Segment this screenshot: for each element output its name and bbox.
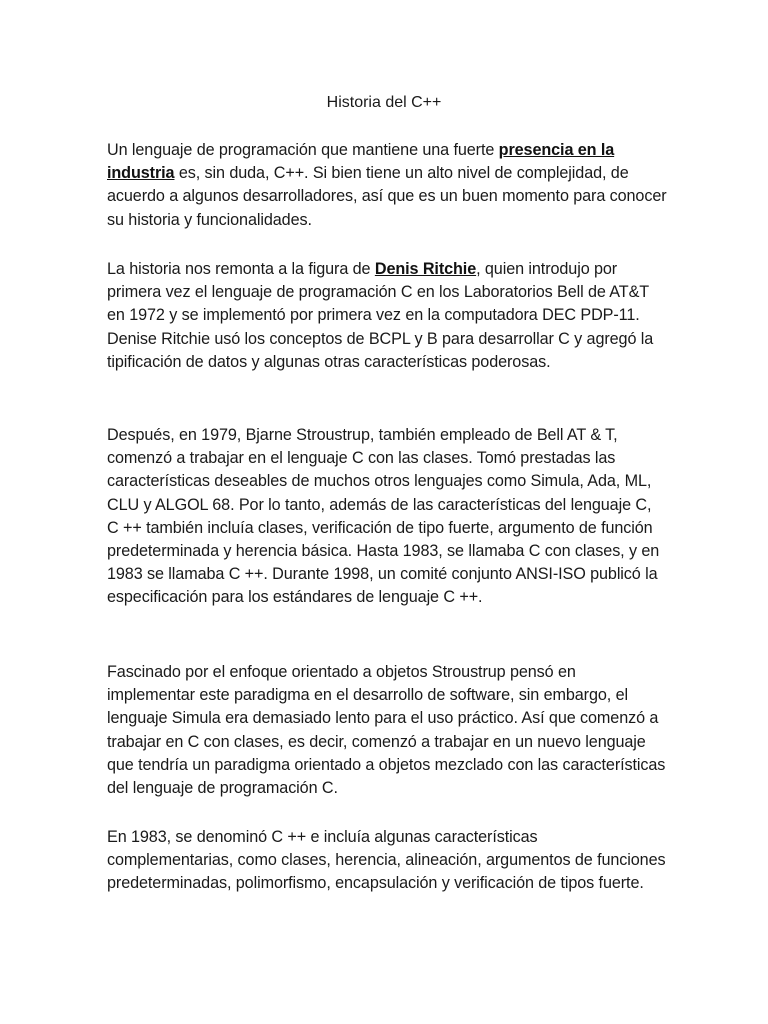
paragraph-ritchie-text-after: , quien introdujo por primera vez el lenguaje de programación C en los Laboratorios Bell de AT&T en 1972 y se implementó por primera vez en la computadora DEC PDP-11. Denise Ritchie usó los conceptos de BCPL y B para desarrollar C y agregó la tipificación de datos y algunas otras características poderosas. [107,260,654,371]
paragraph-ritchie [107,258,667,374]
paragraph-features: En 1983, se denominó C ++ e incluía algunas características complementarias, como clases, herencia, alineación, argumentos de funciones predeterminadas, polimorfismo, encapsulación y verificación de tipos fuerte. [107,828,666,893]
paragraph-paradigm: Fascinado por el enfoque orientado a objetos Stroustrup pensó en implementar este paradigma en el desarrollo de software, sin embargo, el lenguaje Simula era demasiado lento para el uso práctico. Así que comenzó a trabajar en C con clases, es decir, comenzó a trabajar en un nuevo lenguaje que tendría un paradigma orientado a objetos mezclado con las características del lenguaje de programación C. [107,663,666,798]
link-presencia-en-la-industria[interactable]: presencia en la industria [107,141,615,183]
paragraph-stroustrup: Después, en 1979, Bjarne Stroustrup, también empleado de Bell AT & T, comenzó a trabajar en el lenguaje C con las clases. Tomó prestadas las características deseables de muchos otros lenguajes como Simula, Ada, ML, CLU y ALGOL 68. Por lo tanto, además de las características del lenguaje C, C ++ también incluía clases, verificación de tipo fuerte, argumento de función predeterminada y herencia básica. Hasta 1983, se llamaba C con clases, y en 1983 se llamaba C ++. Durante 1998, un comité conjunto ANSI-ISO publicó la especificación para los estándares de lenguaje C ++. [107,426,660,607]
paragraph-intro-text-before: Un lenguaje de programación que mantiene una fuerte [107,141,499,159]
paragraph-intro-text-after: es, sin duda, C++. Si bien tiene un alto nivel de complejidad, de acuerdo a algunos desarrolladores, así que es un buen momento para conocer su historia y funcionalidades. [107,164,667,229]
paragraph-intro [107,139,667,232]
document-title: Historia del C++ [326,94,442,111]
paragraph-ritchie-text-before: La historia nos remonta a la figura de [107,260,375,278]
link-denis-ritchie[interactable]: Denis Ritchie [374,260,477,278]
